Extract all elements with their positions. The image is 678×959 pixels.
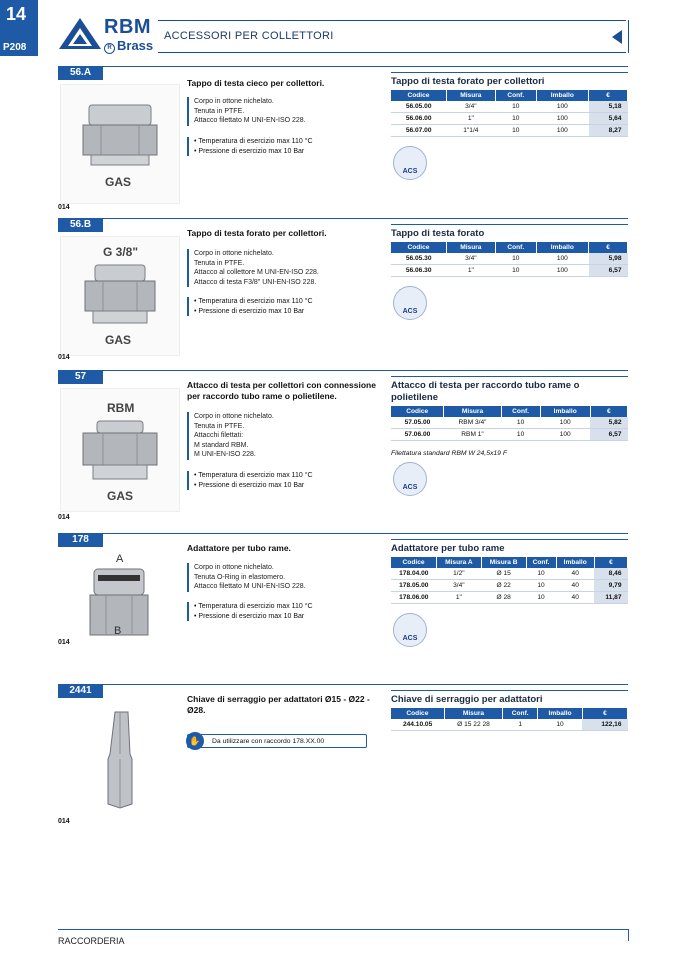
table-header-row [391, 242, 628, 253]
image-label: G 3/8" [103, 245, 139, 259]
col-header: Imballo [536, 242, 588, 253]
page-number: P208 [0, 40, 38, 56]
spec-list [187, 602, 384, 621]
product-title: Attacco di testa per collettori con connessione per raccordo tubo rame o polietilene. [187, 380, 376, 401]
col-header: € [589, 90, 628, 101]
table-header-row [391, 557, 628, 568]
table-row [391, 125, 628, 137]
product-image [60, 388, 180, 512]
cell-code: 56.06.00 [391, 113, 446, 125]
desc-line: Corpo in ottone nichelato. [194, 250, 274, 257]
spec-item: • Temperatura di esercizio max 110 °C [194, 602, 384, 612]
product-section-2441 [58, 684, 628, 834]
section-badge: 56.A [58, 66, 103, 80]
cell-code: 57.05.00 [391, 417, 444, 429]
cell-box: 100 [536, 253, 588, 265]
col-header: € [590, 406, 627, 417]
col-header: € [594, 557, 627, 568]
brand-logo [58, 16, 158, 52]
col-header: Misura [446, 90, 495, 101]
cell-price: 8,27 [589, 125, 628, 137]
col-header: Imballo [536, 90, 588, 101]
acs-certification-icon [393, 146, 427, 180]
cell-price: 122,16 [582, 719, 627, 731]
section-rule [103, 370, 628, 371]
col-header: Imballo [540, 406, 590, 417]
table-row [391, 265, 628, 277]
cell-size: 1" [446, 265, 495, 277]
image-label: A [116, 553, 124, 565]
cell-box: 100 [536, 101, 588, 113]
section-badge: 178 [58, 533, 103, 547]
desc-line: M standard RBM. [194, 441, 249, 449]
col-header: Codice [391, 242, 446, 253]
section-rule [103, 684, 628, 685]
col-header: € [589, 242, 628, 253]
logo-mark-icon [58, 16, 102, 50]
cell-box: 100 [540, 417, 590, 429]
footer-rule [58, 929, 628, 930]
desc-line: M UNI-EN-ISO 228. [194, 451, 256, 458]
col-header: Conf. [526, 557, 556, 568]
cell-price: 5,98 [589, 253, 628, 265]
col-header: € [582, 708, 627, 719]
table-title: Adattatore per tubo rame [391, 539, 628, 555]
col-header: Misura A [437, 557, 482, 568]
cell-pack: 10 [501, 429, 540, 441]
desc-line: Tenuta in PTFE. [194, 422, 245, 430]
cell-box: 40 [556, 568, 594, 580]
product-section-57 [58, 370, 628, 530]
cell-code: 178.04.00 [391, 568, 437, 580]
desc-line: Corpo in ottone nichelato. [194, 564, 274, 571]
table-row [391, 253, 628, 265]
footer-label: RACCORDERIA [58, 936, 125, 946]
spec-list [187, 297, 384, 316]
col-header: Misura B [481, 557, 526, 568]
chapter-number: 14 [0, 0, 38, 40]
cell-size: RBM 3/4" [444, 417, 501, 429]
tip-text: Da utilizzare con raccordo 178.XX.00 [212, 738, 325, 745]
acs-label: ACS [402, 635, 418, 642]
product-description [187, 249, 384, 287]
cell-size-b: Ø 22 [481, 580, 526, 592]
desc-line: Attacchi filettati: [194, 432, 244, 439]
cell-code: 56.05.30 [391, 253, 446, 265]
cell-size-a: 3/4" [437, 580, 482, 592]
cell-box: 100 [540, 429, 590, 441]
usage-tip [187, 734, 367, 748]
product-description [187, 563, 384, 592]
image-code: 014 [58, 639, 70, 646]
desc-line: Attacco al collettore M UNI-EN-ISO 228. [194, 269, 319, 276]
cell-box: 40 [556, 580, 594, 592]
desc-line: Corpo in ottone nichelato. [194, 98, 274, 105]
table-title: Tappo di testa forato per collettori [391, 72, 628, 88]
product-section-178 [58, 533, 628, 681]
spec-item: • Temperatura di esercizio max 110 °C [194, 471, 384, 481]
image-label: GAS [105, 175, 132, 189]
cell-pack: 10 [495, 101, 536, 113]
image-label: GAS [107, 489, 134, 503]
table-header-row [391, 406, 628, 417]
product-image [60, 236, 180, 356]
cell-pack: 10 [526, 568, 556, 580]
image-code: 014 [58, 818, 70, 825]
cell-code: 56.07.00 [391, 125, 446, 137]
table-row [391, 101, 628, 113]
table-row [391, 592, 628, 604]
table-row [391, 580, 628, 592]
image-label: B [114, 625, 122, 637]
section-rule [103, 66, 628, 67]
col-header: Conf. [495, 242, 536, 253]
image-code: 014 [58, 204, 70, 211]
table-title: Tappo di testa forato [391, 224, 628, 240]
price-table [391, 406, 628, 441]
price-table [391, 242, 628, 277]
image-code: 014 [58, 354, 70, 361]
cell-code: 178.06.00 [391, 592, 437, 604]
section-badge: 2441 [58, 684, 103, 698]
table-header-row [391, 708, 628, 719]
cell-price: 5,64 [589, 113, 628, 125]
acs-label: ACS [402, 484, 418, 491]
cell-price: 8,46 [594, 568, 627, 580]
back-arrow-icon[interactable] [612, 30, 622, 44]
spec-item: • Temperatura di esercizio max 110 °C [194, 137, 384, 147]
cell-code: 244.10.05 [391, 719, 444, 731]
cell-size: 1"1/4 [446, 125, 495, 137]
cell-box: 100 [536, 125, 588, 137]
cell-pack: 10 [495, 113, 536, 125]
product-description [187, 97, 384, 126]
cell-box: 40 [556, 592, 594, 604]
acs-certification-icon [393, 462, 427, 496]
section-rule [103, 533, 628, 534]
price-table [391, 90, 628, 137]
col-header: Codice [391, 557, 437, 568]
cell-code: 57.06.00 [391, 429, 444, 441]
col-header: Codice [391, 406, 444, 417]
cell-pack: 10 [526, 592, 556, 604]
image-label: GAS [105, 333, 132, 347]
cell-box: 10 [538, 719, 583, 731]
cell-price: 9,79 [594, 580, 627, 592]
cell-size: Ø 15 22 28 [444, 719, 503, 731]
cell-code: 56.05.00 [391, 101, 446, 113]
table-row [391, 719, 628, 731]
cell-size-a: 1" [437, 592, 482, 604]
cell-size-a: 1/2" [437, 568, 482, 580]
brand-bottom-text: Brass [117, 38, 154, 53]
brand-name: RBM [104, 16, 152, 38]
thread-note: Filettatura standard RBM W 24,5x19 F [391, 450, 507, 457]
cell-price: 5,18 [589, 101, 628, 113]
acs-certification-icon [393, 613, 427, 647]
desc-line: Tenuta in PTFE. [194, 259, 245, 267]
header-rule-bottom [158, 52, 626, 53]
cell-size-b: Ø 28 [481, 592, 526, 604]
cell-pack: 10 [495, 253, 536, 265]
cell-size: 3/4" [446, 253, 495, 265]
product-title: Chiave di serraggio per adattatori Ø15 - Ø22 - Ø28. [187, 694, 370, 715]
table-header-row [391, 90, 628, 101]
cell-pack: 1 [503, 719, 538, 731]
cell-size: 3/4" [446, 101, 495, 113]
section-badge: 57 [58, 370, 103, 384]
table-row [391, 568, 628, 580]
cell-pack: 10 [501, 417, 540, 429]
section-rule [103, 218, 628, 219]
product-title: Tappo di testa cieco per collettori. [187, 78, 325, 88]
spec-item: • Pressione di esercizio max 10 Bar [194, 481, 384, 491]
cell-code: 178.05.00 [391, 580, 437, 592]
cell-size-b: Ø 15 [481, 568, 526, 580]
col-header: Conf. [495, 90, 536, 101]
cell-pack: 10 [526, 580, 556, 592]
product-section-56b [58, 218, 628, 368]
product-section-56a [58, 66, 628, 216]
header-rule-top [158, 20, 626, 21]
table-row [391, 429, 628, 441]
table-row [391, 417, 628, 429]
spec-item: • Pressione di esercizio max 10 Bar [194, 612, 384, 622]
cell-box: 100 [536, 113, 588, 125]
desc-line: Corpo in ottone nichelato. [194, 413, 274, 420]
price-table [391, 557, 628, 604]
image-label: RBM [107, 401, 135, 415]
col-header: Misura [446, 242, 495, 253]
col-header: Conf. [501, 406, 540, 417]
spec-item: • Pressione di esercizio max 10 Bar [194, 147, 384, 157]
table-title: Chiave di serraggio per adattatori [391, 690, 628, 706]
product-title: Adattatore per tubo rame. [187, 543, 291, 553]
page-title: ACCESSORI PER COLLETTORI [164, 30, 334, 42]
cell-code: 56.06.30 [391, 265, 446, 277]
acs-label: ACS [402, 168, 418, 175]
spec-list [187, 471, 384, 490]
hex-key-icon [60, 704, 178, 814]
spec-item: • Pressione di esercizio max 10 Bar [194, 307, 384, 317]
price-table [391, 708, 628, 731]
brand-subname [104, 38, 153, 54]
desc-line: Attacco filettato M UNI-EN-ISO 228. [194, 583, 306, 590]
cell-size: 1" [446, 113, 495, 125]
cell-price: 5,82 [590, 417, 627, 429]
cell-pack: 10 [495, 125, 536, 137]
col-header: Conf. [503, 708, 538, 719]
cell-price: 6,57 [589, 265, 628, 277]
desc-line: Tenuta in PTFE. [194, 107, 245, 115]
table-title: Attacco di testa per raccordo tubo rame o polietilene [391, 376, 628, 404]
col-header: Codice [391, 708, 444, 719]
cell-box: 100 [536, 265, 588, 277]
col-header: Imballo [538, 708, 583, 719]
cell-size: RBM 1" [444, 429, 501, 441]
image-code: 014 [58, 514, 70, 521]
desc-line: Attacco filettato M UNI-EN-ISO 228. [194, 117, 306, 124]
spec-list [187, 137, 384, 156]
sidebar [0, 0, 38, 959]
product-title: Tappo di testa forato per collettori. [187, 228, 327, 238]
product-image [60, 84, 180, 204]
cell-pack: 10 [495, 265, 536, 277]
col-header: Imballo [556, 557, 594, 568]
acs-certification-icon [393, 286, 427, 320]
cell-price: 11,87 [594, 592, 627, 604]
product-description [187, 412, 384, 460]
acs-label: ACS [402, 308, 418, 315]
table-row [391, 113, 628, 125]
col-header: Misura [444, 708, 503, 719]
col-header: Codice [391, 90, 446, 101]
header-rule-right [628, 20, 629, 53]
footer-rule-right [628, 929, 629, 941]
section-badge: 56.B [58, 218, 103, 232]
col-header: Misura [444, 406, 501, 417]
cell-price: 6,57 [590, 429, 627, 441]
registered-icon: R [104, 43, 115, 54]
spec-item: • Temperatura di esercizio max 110 °C [194, 297, 384, 307]
desc-line: Tenuta O-Ring in elastomero. [194, 573, 286, 581]
desc-line: Attacco di testa F3/8" UNI-EN-ISO 228. [194, 278, 317, 286]
info-icon: ✋ [186, 732, 204, 750]
